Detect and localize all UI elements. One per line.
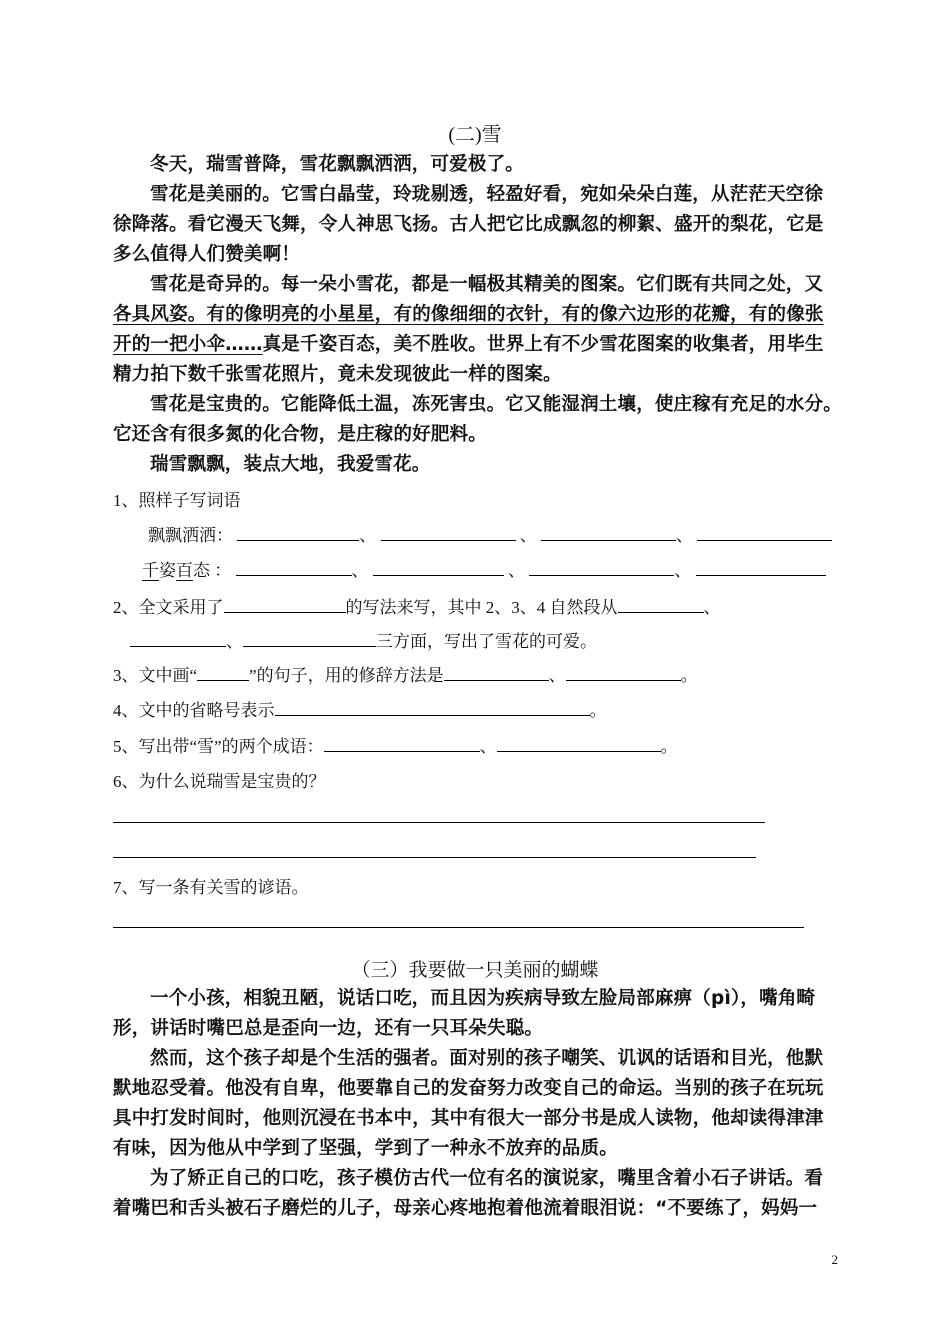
separator: 、: [676, 526, 693, 545]
butterfly-passage: [113, 984, 840, 1224]
question-text: 2、全文采用了: [113, 598, 224, 617]
passage-line: 它还含有很多氮的化合物，是庄稼的好肥料。: [113, 424, 488, 445]
question-6: 6、为什么说瑞雪是宝贵的？: [113, 772, 326, 791]
answer-line[interactable]: [113, 857, 756, 858]
passage-fragment: 真是千姿百态，美不胜收。世界上有不少雪花图案的收集者，用毕生: [262, 334, 824, 355]
question-text: 的写法来写，其中 2、3、4 自然段从: [345, 598, 618, 617]
answer-blank[interactable]: [130, 630, 226, 647]
question-text: 4、文中的省略号表示: [113, 701, 275, 720]
passage-line: 然而，这个孩子却是个生活的强者。面对别的孩子嘲笑、讥讽的话语和目光，他默: [150, 1048, 824, 1069]
snow-passage: [113, 150, 840, 480]
passage-line: 雪花是美丽的。它雪白晶莹，玲珑剔透，轻盈好看，宛如朵朵白莲，从茫茫天空徐: [150, 184, 824, 205]
separator: 、: [226, 632, 243, 651]
passage-line: 徐降落。看它漫天飞舞，令人神思飞扬。古人把它比成飘忽的柳絮、盛开的梨花，它是: [113, 214, 824, 235]
answer-blank[interactable]: [373, 559, 504, 576]
question-4: [113, 696, 607, 721]
question-1-row-1: [148, 521, 832, 546]
answer-blank[interactable]: [444, 664, 549, 681]
question-3: [113, 661, 698, 686]
answer-blank[interactable]: [237, 524, 359, 541]
passage-line: 有味，因为他从中学到了坚强，学到了一种永不放弃的品质。: [113, 1138, 618, 1159]
question-2-cont: [130, 627, 597, 652]
example-word: 飘飘洒洒：: [148, 526, 233, 545]
separator: 、: [548, 666, 566, 685]
answer-blank[interactable]: [381, 524, 516, 541]
example-char: 姿: [159, 561, 176, 580]
answer-blank[interactable]: [529, 559, 674, 576]
section-title-butterfly: （三）我要做一只美丽的蝴蝶: [351, 960, 599, 981]
separator: 、: [703, 598, 721, 617]
answer-blank[interactable]: [224, 596, 346, 613]
separator: 、: [479, 737, 497, 756]
question-1: 1、照样子写词语: [113, 491, 241, 510]
answer-blank[interactable]: [236, 559, 352, 576]
period: 。: [589, 701, 607, 720]
example-char: 百: [176, 561, 193, 580]
question-text: 5、写出带“雪”的两个成语：: [113, 737, 324, 756]
passage-line: 精力拍下数千张雪花照片，竟未发现彼此一样的图案。: [113, 364, 562, 385]
page-number: 2: [831, 1252, 838, 1267]
passage-line: 为了矫正自己的口吃，孩子模仿古代一位有名的演说家，嘴里含着小石子讲话。看: [150, 1168, 824, 1189]
passage-line: 雪花是奇异的。每一朵小雪花，都是一幅极其精美的图案。它们既有共同之处，又: [150, 274, 824, 295]
passage-line: 具中打发时间时，他则沉浸在书本中，其中有很大一部分书是成人读物，他却读得津津: [113, 1108, 824, 1129]
separator: 、: [359, 526, 377, 545]
passage-line: 瑞雪飘飘，装点大地，我爱雪花。: [150, 454, 431, 475]
question-7: 7、写一条有关雪的谚语。: [113, 878, 309, 897]
question-2: [113, 593, 721, 618]
passage-line: 冬天，瑞雪普降，雪花飘飘洒洒，可爱极了。: [150, 154, 525, 175]
separator: 、: [508, 561, 525, 580]
answer-blank[interactable]: [243, 630, 376, 647]
underline-sample: [197, 664, 249, 681]
passage-line: 着嘴巴和舌头被石子磨烂的儿子，母亲心疼地抱着他流着眼泪说：“不要练了，妈妈一: [113, 1198, 818, 1219]
passage-line: 默地忍受着。他没有自卑，他要靠自己的发奋努力改变自己的命运。当别的孩子在玩玩: [113, 1078, 824, 1099]
answer-blank[interactable]: [541, 524, 676, 541]
passage-line: [113, 330, 840, 360]
answer-blank[interactable]: [566, 664, 681, 681]
passage-line: 雪花是宝贵的。它能降低土温，冻死害虫。它又能湿润土壤，使庄稼有充足的水分。: [150, 394, 842, 415]
passage-line: 一个小孩，相貌丑陋，说话口吃，而且因为疾病导致左脸局部麻痹（pì），嘴角畸: [150, 988, 816, 1009]
passage-line: 多么值得人们赞美啊！: [113, 244, 301, 265]
passage-line: 形，讲话时嘴巴总是歪向一边，还有一只耳朵失聪。: [113, 1018, 544, 1039]
question-text: ”的句子，用的修辞方法是: [249, 666, 444, 685]
section-title-snow: (二)雪: [448, 124, 502, 146]
example-char: 态 ：: [193, 561, 232, 580]
answer-blank[interactable]: [697, 524, 832, 541]
example-char: 千: [142, 561, 159, 580]
underlined-line: 各具风姿。有的像明亮的小星星，有的像细细的衣针，有的像六边形的花瓣，有的像张: [113, 304, 824, 325]
question-1-row-2: [142, 556, 826, 581]
period: 。: [660, 737, 678, 756]
answer-blank[interactable]: [324, 735, 480, 752]
separator: 、: [674, 561, 692, 580]
answer-line[interactable]: [113, 822, 765, 823]
separator: 、: [519, 526, 537, 545]
answer-blank[interactable]: [497, 735, 661, 752]
answer-blank[interactable]: [618, 596, 704, 613]
question-text: 三方面，写出了雪花的可爱。: [376, 632, 597, 651]
question-text: 3、文中画“: [113, 666, 198, 685]
separator: 、: [351, 561, 369, 580]
answer-blank[interactable]: [275, 699, 590, 716]
question-5: [113, 732, 678, 757]
period: 。: [680, 666, 698, 685]
answer-line[interactable]: [113, 927, 804, 928]
underlined-fragment: 开的一把小伞……: [113, 334, 263, 355]
answer-blank[interactable]: [696, 559, 826, 576]
